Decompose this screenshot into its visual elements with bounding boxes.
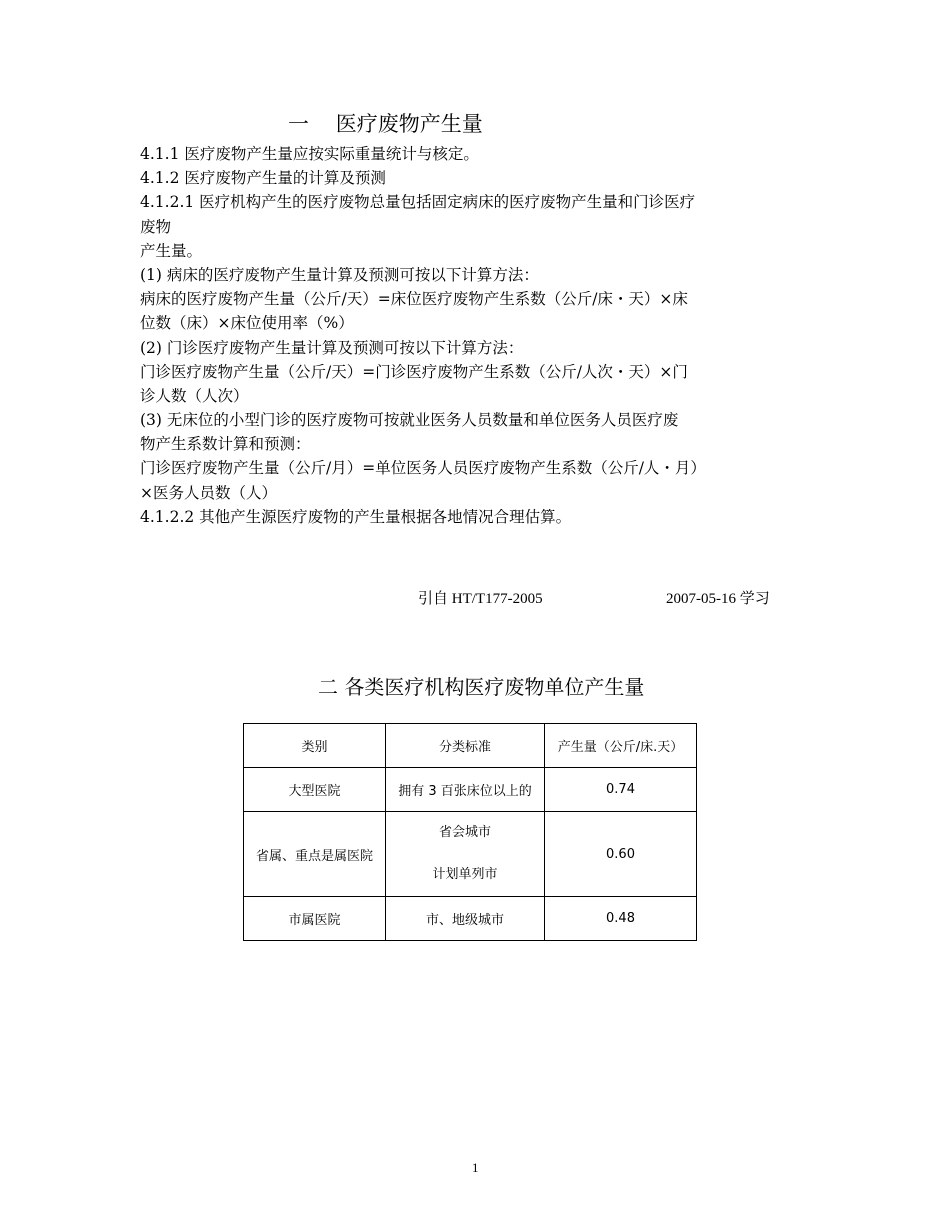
header-criteria: 分类标准 bbox=[386, 724, 545, 768]
page-number: 1 bbox=[472, 1160, 479, 1175]
table-row bbox=[244, 812, 697, 897]
header-rate: 产生量（公斤/床.天） bbox=[545, 724, 697, 768]
cell-rate: 0.60 bbox=[545, 812, 697, 897]
body-line: 废物 bbox=[140, 217, 172, 236]
cell-criteria: 拥有 3 百张床位以上的 bbox=[386, 768, 545, 812]
body-line: (1) 病床的医疗废物产生量计算及预测可按以下计算方法： bbox=[140, 265, 539, 284]
body-line: 物产生系数计算和预测： bbox=[140, 435, 311, 454]
cell-category: 市属医院 bbox=[244, 897, 386, 941]
criteria-line: 计划单列市 bbox=[432, 867, 498, 882]
body-line: 病床的医疗废物产生量（公斤/天）=床位医疗废物产生系数（公斤/床・天）×床 bbox=[140, 290, 688, 309]
criteria-line: 省会城市 bbox=[438, 825, 491, 840]
cell-criteria: 市、地级城市 bbox=[386, 897, 545, 941]
body-line: 产生量。 bbox=[140, 241, 203, 260]
cell-category: 省属、重点是属医院 bbox=[244, 812, 386, 897]
section-1-body bbox=[140, 142, 820, 529]
body-line: 4.1.1 医疗废物产生量应按实际重量统计与核定。 bbox=[140, 145, 479, 163]
table-row bbox=[244, 768, 697, 812]
body-line: 门诊医疗废物产生量（公斤/月）=单位医务人员医疗废物产生系数（公斤/人・月） bbox=[140, 459, 706, 478]
table-row bbox=[244, 897, 697, 941]
header-category: 类别 bbox=[244, 724, 386, 768]
citation-source: 引自 HT/T177-2005 bbox=[418, 591, 543, 607]
body-line: ×医务人员数（人） bbox=[140, 483, 277, 502]
body-line: 4.1.2 医疗废物产生量的计算及预测 bbox=[140, 169, 386, 188]
waste-rate-table bbox=[243, 723, 697, 941]
body-line: (3) 无床位的小型门诊的医疗废物可按就业医务人员数量和单位医务人员医疗废 bbox=[140, 411, 679, 430]
citation-note: 2007-05-16 学习 bbox=[666, 591, 770, 607]
body-line: 4.1.2.2 其他产生源医疗废物的产生量根据各地情况合理估算。 bbox=[140, 507, 572, 526]
section-1-heading: 一 医疗废物产生量 bbox=[288, 112, 483, 136]
body-line: (2) 门诊医疗废物产生量计算及预测可按以下计算方法： bbox=[140, 338, 524, 357]
body-line: 位数（床）×床位使用率（%） bbox=[140, 314, 354, 333]
section-2-heading: 二 各类医疗机构医疗废物单位产生量 bbox=[318, 675, 645, 699]
table-header-row bbox=[244, 724, 697, 768]
cell-criteria bbox=[386, 812, 545, 897]
cell-category: 大型医院 bbox=[244, 768, 386, 812]
body-line: 4.1.2.1 医疗机构产生的医疗废物总量包括固定病床的医疗废物产生量和门诊医疗 bbox=[140, 193, 696, 212]
cell-rate: 0.48 bbox=[545, 897, 697, 941]
cell-rate: 0.74 bbox=[545, 768, 697, 812]
body-line: 诊人数（人次） bbox=[140, 386, 249, 405]
body-line: 门诊医疗废物产生量（公斤/天）=门诊医疗废物产生系数（公斤/人次・天）×门 bbox=[140, 362, 688, 381]
